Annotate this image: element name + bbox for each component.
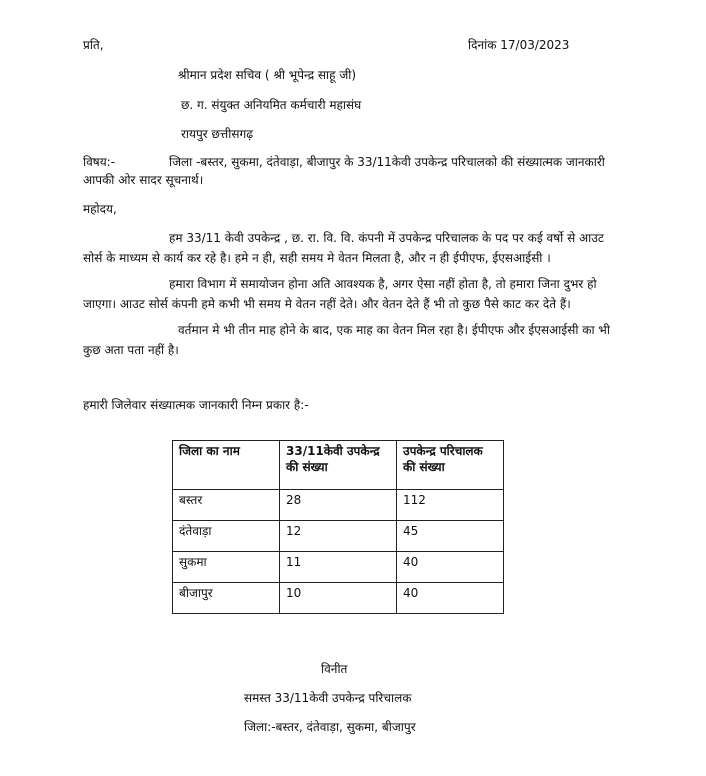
closing-regards: विनीत bbox=[321, 662, 348, 676]
substation-count: 12 bbox=[280, 521, 397, 552]
table-row bbox=[173, 521, 504, 552]
body-paragraph-2: हमारा विभाग में समायोजन होना अति आवश्यक है, अगर ऐसा नहीं होता है, तो हमारा जिना दुभर हो जाएगा। आउट सोर्स कंपनी हमे कभी भी समय मे वेतन नहीं देते। और वेतन देते हैं भी तो कुछ पैसे काट कर देते हैं। bbox=[83, 277, 597, 311]
district-table bbox=[172, 440, 504, 614]
operator-count: 40 bbox=[397, 583, 504, 614]
table-row bbox=[173, 490, 504, 521]
letter-date: दिनांक 17/03/2023 bbox=[468, 38, 570, 52]
addressee-line-2: छ. ग. संयुक्त अनियमित कर्मचारी महासंघ bbox=[181, 98, 362, 112]
table-intro: हमारी जिलेवार संख्यात्मक जानकारी निम्न प्रकार है:- bbox=[83, 398, 309, 412]
recipient-prefix: प्रति, bbox=[83, 38, 104, 52]
body-paragraph-1: हम 33/11 केवी उपकेन्द्र , छ. रा. वि. वि. कंपनी में उपकेन्द्र परिचालक के पद पर कई वर्षो से आउट सोर्स के माध्यम से कार्य कर रहे है। हमे न ही, सही समय मे वेतन मिलता है, और न ही ईपीएफ, ईएसआईसी । bbox=[83, 231, 604, 265]
addressee-line-1: श्रीमान प्रदेश सचिव ( श्री भूपेन्द्र साहू जी) bbox=[178, 68, 357, 82]
district-name: बस्तर bbox=[173, 490, 280, 521]
substation-count: 10 bbox=[280, 583, 397, 614]
district-name: दंतेवाड़ा bbox=[173, 521, 280, 552]
table-row bbox=[173, 552, 504, 583]
substation-count: 28 bbox=[280, 490, 397, 521]
body-paragraph-3: वर्तमान मे भी तीन माह होने के बाद, एक माह का वेतन मिल रहा है। ईपीएफ और ईएसआईसी का भी कुछ अता पता नहीं है। bbox=[83, 323, 610, 357]
operator-count: 40 bbox=[397, 552, 504, 583]
subject-label: विषय:- bbox=[83, 155, 116, 169]
closing-districts: जिला:-बस्तर, दंतेवाड़ा, सुकमा, बीजापुर bbox=[244, 720, 416, 734]
substation-count: 11 bbox=[280, 552, 397, 583]
closing-signatory: समस्त 33/11केवी उपकेन्द्र परिचालक bbox=[244, 691, 412, 705]
operator-count: 45 bbox=[397, 521, 504, 552]
district-name: बीजापुर bbox=[173, 583, 280, 614]
table-header-row bbox=[173, 441, 504, 490]
district-name: सुकमा bbox=[173, 552, 280, 583]
subject-line-1: जिला -बस्तर, सुकमा, दंतेवाड़ा, बीजापुर के 33/11केवी उपकेन्द्र परिचालको की संख्यात्मक जानकारी bbox=[169, 155, 605, 169]
salutation: महोदय, bbox=[83, 202, 117, 216]
header-substation-count: 33/11केवी उपकेन्द्र की संख्या bbox=[280, 441, 397, 490]
subject-line-2: आपकी ओर सादर सूचनार्थ। bbox=[83, 173, 204, 187]
addressee-line-3: रायपुर छत्तीसगढ़ bbox=[181, 127, 253, 141]
table-row bbox=[173, 583, 504, 614]
header-operator-count: उपकेन्द्र परिचालक की संख्या bbox=[397, 441, 504, 490]
operator-count: 112 bbox=[397, 490, 504, 521]
header-district: जिला का नाम bbox=[173, 441, 280, 490]
